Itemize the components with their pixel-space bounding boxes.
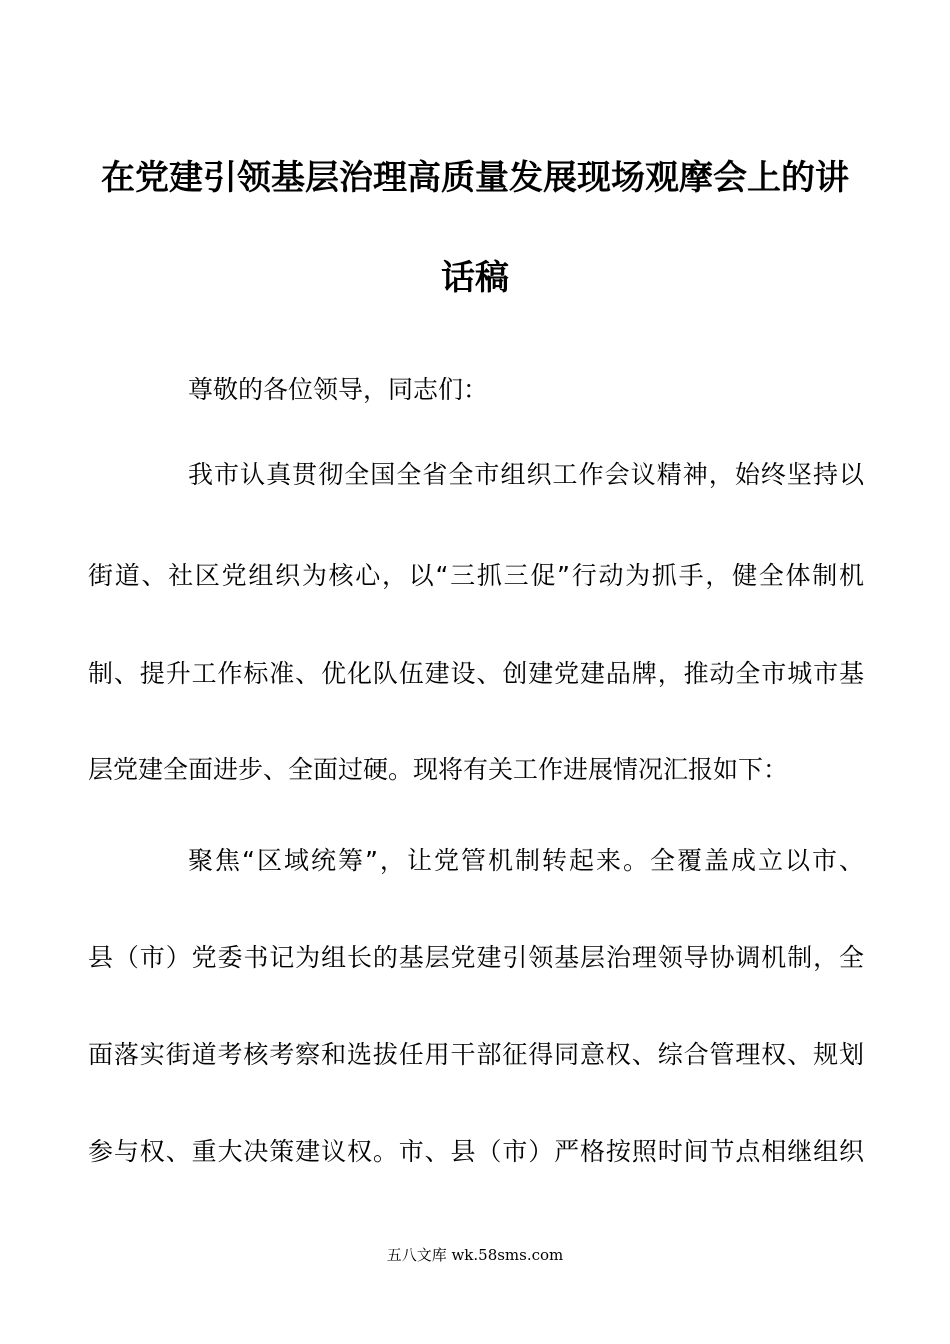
salutation: 尊敬的各位领导，同志们： [188,375,489,404]
body-line: 层党建全面进步、全面过硬。现将有关工作进展情况汇报如下： [88,755,789,784]
body-line: 制、提升工作标准、优化队伍建设、创建党建品牌，推动全市城市基 [88,659,864,688]
body-line: 街道、社区党组织为核心，以“三抓三促”行动为抓手，健全体制机 [88,561,864,590]
body-line: 聚焦“区域统筹”，让党管机制转起来。全覆盖成立以市、 [188,846,864,875]
body-line: 面落实街道考核考察和选拔任用干部征得同意权、综合管理权、规划 [88,1040,864,1069]
body-line: 参与权、重大决策建议权。市、县（市）严格按照时间节点相继组织 [88,1137,864,1166]
body-line: 县（市）党委书记为组长的基层党建引领基层治理领导协调机制，全 [88,943,864,972]
footer-watermark: 五八文库 wk.58sms.com [386,1246,564,1264]
body-line: 我市认真贯彻全国全省全市组织工作会议精神，始终坚持以 [188,460,864,489]
document-title-line-2: 话稿 [441,258,509,298]
document-title-line-1: 在党建引领基层治理高质量发展现场观摩会上的讲 [101,158,849,198]
